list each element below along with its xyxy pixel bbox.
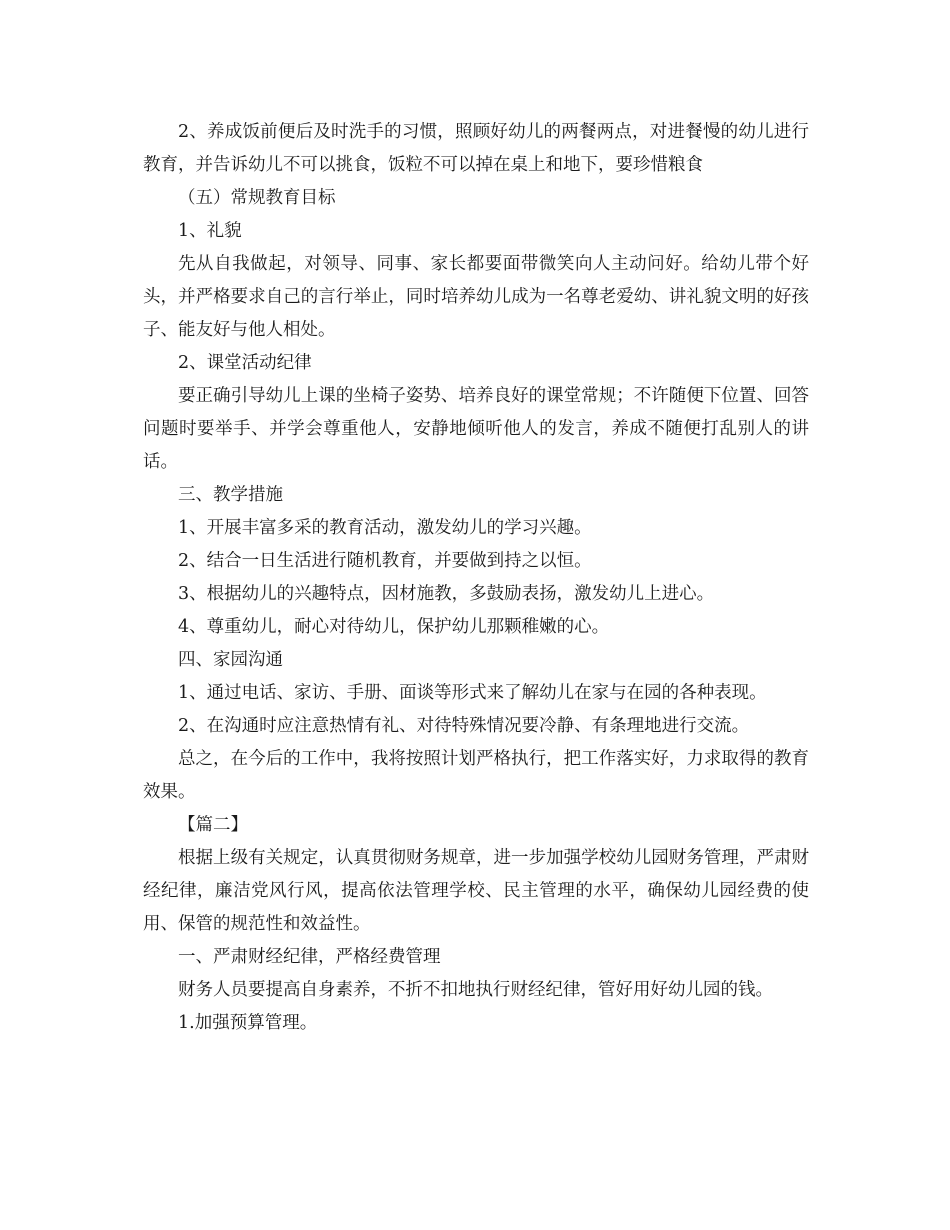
- paragraph-summary: 总之，在今后的工作中，我将按照计划严格执行，把工作落实好，力求取得的教育效果。: [143, 749, 809, 802]
- heading-part-two: 【篇二】: [178, 815, 248, 835]
- paragraph-classroom-discipline: 要正确引导幼儿上课的坐椅子姿势、培养良好的课堂常规；不许随便下位置、回答问题时要举手、并学会尊重他人，安静地倾听他人的发言，养成不随便打乱别人的讲话。: [143, 386, 809, 472]
- paragraph-finance-staff: 财务人员要提高自身素养，不折不扣地执行财经纪律，管好用好幼儿园的钱。: [178, 980, 773, 1000]
- list-item-measure-3: 3、根据幼儿的兴趣特点，因材施教，多鼓励表扬，激发幼儿上进心。: [178, 584, 715, 604]
- paragraph-politeness: 先从自我做起，对领导、同事、家长都要面带微笑向人主动问好。给幼儿带个好头，并严格要求自己的言行举止，同时培养幼儿成为一名尊老爱幼、讲礼貌文明的好孩子、能友好与他人相处。: [143, 254, 809, 340]
- document-body: [143, 116, 809, 1040]
- heading-classroom-discipline: 2、课堂活动纪律: [178, 353, 312, 373]
- list-item-communication-1: 1、通过电话、家访、手册、面谈等形式来了解幼儿在家与在园的各种表现。: [178, 683, 767, 703]
- heading-finance-discipline: 一、严肃财经纪律，严格经费管理: [178, 947, 441, 967]
- list-item-communication-2: 2、在沟通时应注意热情有礼、对待特殊情况要冷静、有条理地进行交流。: [178, 716, 750, 736]
- list-item-budget: 1.加强预算管理。: [178, 1013, 318, 1033]
- list-item-measure-1: 1、开展丰富多采的教育活动，激发幼儿的学习兴趣。: [178, 518, 592, 538]
- list-item-measure-2: 2、结合一日生活进行随机教育，并要做到持之以恒。: [178, 551, 592, 571]
- paragraph-meal-habits: 2、养成饭前便后及时洗手的习惯，照顾好幼儿的两餐两点，对进餐慢的幼儿进行教育，并告诉幼儿不可以挑食，饭粒不可以掉在桌上和地下，要珍惜粮食: [143, 122, 809, 175]
- list-item-measure-4: 4、尊重幼儿，耐心对待幼儿，保护幼儿那颗稚嫩的心。: [178, 617, 610, 637]
- heading-politeness: 1、礼貌: [178, 221, 242, 241]
- paragraph-finance-intro: 根据上级有关规定，认真贯彻财务规章，进一步加强学校幼儿园财务管理，严肃财经纪律，廉洁党风行风，提高依法管理学校、民主管理的水平，确保幼儿园经费的使用、保管的规范性和效益性。: [143, 848, 809, 934]
- heading-routine-goals: （五）常规教育目标: [178, 188, 336, 208]
- heading-teaching-measures: 三、教学措施: [178, 485, 283, 505]
- heading-home-communication: 四、家园沟通: [178, 650, 283, 670]
